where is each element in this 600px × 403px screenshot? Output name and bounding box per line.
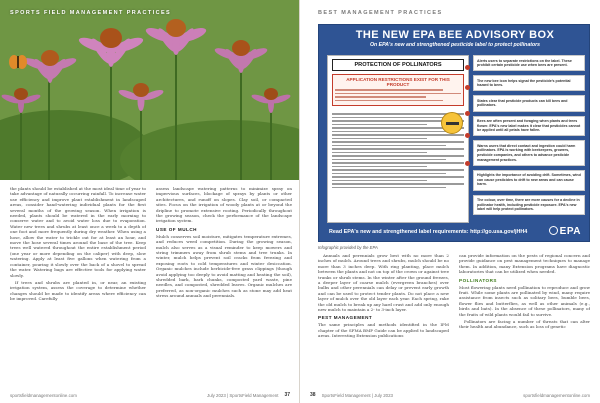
callout-marker xyxy=(465,65,470,70)
paragraph: Annuals and perennials grow best with no more than 2 inches of mulch. Around trees and shrubs, mulch should be no more than 3 inches deep. With ring planting, place mulch between the plants and not on top of the crown or against tree trunks or shrub stems. In the winter after the ground freezes, a deeper layer of coarse mulch (evergreen branches) over bulbs and other perennials can delay or prevent early growth and can be used to protect tender plants. Do not place a new layer of mulch over the old layer each year. Each spring, rake the old mulch to break up any hard crust and add only enough new mulch to maintain a 2- to 3-inch layer. xyxy=(318,253,449,313)
text-line xyxy=(335,89,443,91)
text-line xyxy=(332,117,446,119)
page-number: 38 xyxy=(310,392,316,398)
text-line xyxy=(332,166,427,168)
coneflower-photo xyxy=(0,0,300,180)
text-line xyxy=(335,100,443,102)
infographic-title: THE NEW EPA BEE ADVISORY BOX xyxy=(355,29,555,41)
label-requirements-link[interactable]: Read EPA's new and strengthened label requirements: http://go.usa.gov/jHH4 xyxy=(329,228,528,235)
paragraph: assess landscape watering patterns to minimize spray on impervious surfaces, blockage of sprays by plants or other architectures, and runoff on slopes. Clay soil, or compacted sites. Focus on the irrigation of woody plants at or beyond the dripline to promote extensive rooting. Periodically throughout the growing season, check the performance of the landscape irrigation system. xyxy=(156,186,292,224)
paragraph: If trees and shrubs are planted in, or near, an existing irrigation system, assess the coverage to determine whether changes should be made to identify areas where efficiency can be improved. Carefully xyxy=(10,279,146,302)
section-heading: PEST MANAGEMENT xyxy=(318,315,373,321)
text-column xyxy=(156,186,292,376)
callout: The new bee icon helps signal the pesticide's potential hazard to bees. xyxy=(473,75,585,91)
right-page xyxy=(300,0,600,403)
paragraph: can provide information on the pests of regional concern and provide guidance on pest management techniques to manage them. In addition, many Extension programs have diagnostic laboratories that can be utilized when needed. xyxy=(459,253,590,275)
issue-info: SportsField Management | July 2023 xyxy=(321,392,393,398)
epa-infographic xyxy=(318,24,590,242)
text-line xyxy=(335,96,426,98)
callout-marker xyxy=(465,133,470,138)
website-link[interactable]: sportsfieldmanagementonline.com xyxy=(10,392,77,398)
page-footer xyxy=(0,387,300,403)
text-line xyxy=(332,155,464,157)
paragraph: The same principles and methods identified in the IPM chapter of the SFMA BMP Guide can be applied to landscaped areas. Interesting Extension publications xyxy=(318,322,449,339)
callout: States clear that pesticide products can kill bees and pollinators. xyxy=(473,95,585,111)
infographic-footer xyxy=(319,226,591,237)
text-line xyxy=(332,162,464,164)
text-column xyxy=(459,253,590,383)
text-line xyxy=(332,187,446,189)
bee-icon xyxy=(441,112,463,134)
right-text-columns xyxy=(318,253,590,383)
callout: Alerts users to separate restrictions on the label. These prohibit certain pesticide use when bees are present. xyxy=(473,55,585,71)
restriction-box-title: APPLICATION RESTRICTIONS EXIST FOR THIS PRODUCT xyxy=(346,77,450,87)
label-header: PROTECTION OF POLLINATORS xyxy=(332,59,464,71)
paragraph: Mulch conserves soil moisture, mitigates temperature extremes, and reduces weed competition. During the growing season, mulch also serves as a visual reminder to keep mowers and string trimmers away from shrub stems and tree trunks. In winter, mulch helps prevent soil cracks from freezing and exposing roots to cold temperatures and winter desiccation. Organic mulches include herbicide-free grass clippings (though avoid applying too deeply to avoid matting and heating the soil), shredded bark, bark chunks, composted yard waste, pine needles, and composted, shredded leaves. Organic mulches are preferred, as non-organic mulches such as stone may add heat stress around annuals and perennials. xyxy=(156,233,292,299)
text-line xyxy=(332,131,446,133)
page-number: 37 xyxy=(284,392,290,398)
text-line xyxy=(332,180,427,182)
text-column xyxy=(318,253,449,383)
callout-marker xyxy=(465,161,470,166)
coneflower-illustration xyxy=(0,0,300,180)
text-line xyxy=(332,145,446,147)
paragraph: Most flowering plants need pollination to reproduce and grow fruit. While some plants are pollinated by wind, many require assistance from insects such as solitary bees, bumble bees, flower flies and butterflies, as well as other animals (e.g., birds and bats). In the absence of these pollinators, many of the fruits of wild plants would fail to survive. xyxy=(459,284,590,317)
text-line xyxy=(335,93,461,95)
epa-logo-text: EPA xyxy=(559,226,581,237)
section-label: SPORTS FIELD MANAGEMENT PRACTICES xyxy=(10,10,172,16)
paragraph: Pollinators are facing a number of threats that can alter their health and abundance, such as loss of genetic xyxy=(459,318,590,330)
callout: Bees are often present and foraging when plants and trees flower. EPA's new label makes it clear that pesticides cannot be applied until all petals have fallen. xyxy=(473,116,585,137)
website-link[interactable]: sportsfieldmanagementonline.com xyxy=(523,392,590,398)
paragraph: the plants should be established at the most ideal time of year to take advantage of naturally occurring rainfall. To increase water use efficiency and improve plant establishment in landscaped areas, consider hand-watering individual plants for the first several months of the growing season. When irrigation is needed, plants should be watered in the early morning to conserve water and to avoid water loss due to evaporation. Water new trees and shrubs at least once a week to a depth of one foot and more frequently during dry weather. When using a hose, allow the water to trickle out for at least an hour, and move the hose several times around the base of the tree. Keep trees well watered throughout the entire establishment period (one year or more depending on the caliper) with deep, slow watering. Apply at least five gallons when watering from a container, pouring it slowly over the back of a shovel to spread the water. Watering bags are effective tools for applying water slowly. xyxy=(10,186,146,278)
callout: Warns users that direct contact and ingestion could harm pollinators. EPA is working with beekeepers, growers, pesticide companies, and others to advance pesticide management practices. xyxy=(473,140,585,165)
callout: Highlights the importance of avoiding drift. Sometimes, wind can cause pesticides to drift to new areas and can cause harm. xyxy=(473,170,585,191)
callout-list xyxy=(473,55,585,219)
text-line xyxy=(332,173,446,175)
left-text-columns xyxy=(10,186,292,376)
callout: The colour, over time, there are more causes for a decline in pollinator health, including pesticide exposure. EPA's new label will help protect pollinators. xyxy=(473,195,585,216)
text-line xyxy=(332,124,427,126)
epa-logo xyxy=(549,226,581,237)
butterfly-icon xyxy=(9,55,27,69)
section-heading: POLLINATORS xyxy=(459,277,497,283)
text-line xyxy=(332,169,464,171)
text-line xyxy=(332,141,464,143)
section-heading: USE OF MULCH xyxy=(156,226,197,232)
epa-logo-icon xyxy=(549,226,558,235)
text-line xyxy=(332,152,427,154)
text-line xyxy=(332,159,446,161)
text-line xyxy=(332,176,464,178)
page-footer xyxy=(300,387,600,403)
callout-marker xyxy=(465,85,470,90)
pesticide-label-sample xyxy=(327,55,469,223)
text-line xyxy=(332,183,464,185)
infographic-caption: Infographic provided by the EPA xyxy=(318,245,378,250)
text-line xyxy=(332,134,464,136)
infographic-subtitle: On EPA's new and strengthened pesticide label to protect pollinators xyxy=(369,42,541,48)
section-label: BEST MANAGEMENT PRACTICES xyxy=(318,10,443,16)
text-line xyxy=(332,148,464,150)
issue-info: July 2023 | SportsField Management xyxy=(207,392,279,398)
callout-marker xyxy=(465,111,470,116)
restriction-box xyxy=(332,74,464,106)
text-column xyxy=(10,186,146,376)
text-line xyxy=(332,138,427,140)
